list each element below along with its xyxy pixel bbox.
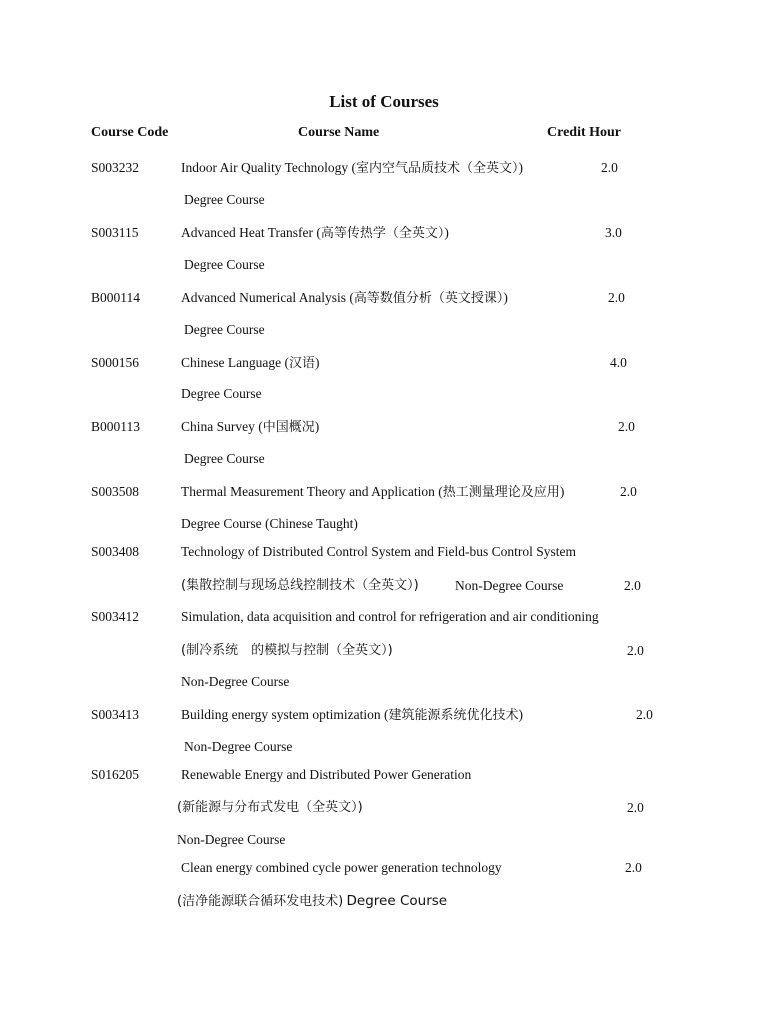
course-name-en: Advanced Heat Transfer (: [181, 225, 321, 240]
course-name: [181, 418, 319, 437]
course-name-en: Advanced Numerical Analysis (: [181, 290, 354, 305]
credit-hour: 2.0: [601, 160, 618, 175]
credit-hour: 2.0: [618, 419, 635, 434]
course-type: Degree Course: [184, 257, 265, 272]
course-name-end: ): [518, 707, 523, 722]
course-name-cn: 高等传热学（全英文）: [320, 226, 445, 241]
credit-hour: 3.0: [605, 225, 622, 240]
course-name-cn: 汉语: [288, 356, 315, 371]
course-type: Degree Course: [181, 386, 262, 401]
course-code: S000156: [91, 355, 140, 370]
course-name: [181, 159, 523, 178]
course-code: S003232: [91, 160, 140, 175]
course-name-end: ): [503, 290, 508, 305]
course-name-end: ): [314, 419, 320, 434]
credit-hour: 4.0: [610, 355, 627, 370]
course-name-cn: 热工测量理论及应用: [442, 485, 560, 500]
course-name-row: [177, 892, 447, 911]
credit-hour: 2.0: [620, 484, 637, 499]
credit-hour: 2.0: [627, 643, 644, 658]
course-code: B000114: [91, 290, 141, 305]
credit-hour: 2.0: [624, 578, 641, 593]
course-name-en: Building energy system optimization (: [181, 707, 389, 722]
course-name-cn: (新能源与分布式发电（全英文）): [177, 800, 363, 815]
credit-hour: 2.0: [627, 800, 644, 815]
course-name-en: Renewable Energy and Distributed Power Generation: [181, 767, 472, 782]
credit-hour: 2.0: [608, 290, 625, 305]
course-type: Degree Course: [184, 451, 265, 466]
course-name: [181, 483, 564, 502]
course-code: S016205: [91, 767, 140, 782]
course-name-en: China Survey (: [181, 419, 263, 434]
course-name-end: ): [314, 355, 320, 370]
course-name-cn: 建筑能源系统优化技术: [388, 708, 519, 723]
course-name: [181, 289, 508, 308]
course-type: Non-Degree Course: [184, 739, 293, 754]
course-name-end: ): [518, 160, 524, 175]
course-type: Degree Course: [184, 322, 265, 337]
credit-hour: 2.0: [636, 707, 653, 722]
course-name-en: Thermal Measurement Theory and Application (: [181, 484, 443, 499]
course-type: Non-Degree Course: [177, 832, 286, 847]
course-name-cn: (洁净能源联合循环发电技术): [177, 894, 344, 909]
course-name-en: Clean energy combined cycle power generation technology: [181, 860, 502, 875]
course-name: [181, 354, 319, 373]
course-name-en: Indoor Air Quality Technology (: [181, 160, 357, 175]
course-name-cn: 中国概况: [262, 420, 315, 435]
course-type: Non-Degree Course: [455, 578, 564, 593]
header-course-name: Course Name: [298, 125, 380, 140]
course-type: Degree Course: [184, 192, 265, 207]
course-type: Non-Degree Course: [181, 674, 290, 689]
course-name-cn: 高等数值分析（英文授课）: [353, 291, 504, 306]
course-name-en: Simulation, data acquisition and control for refrigeration and air conditioning: [181, 609, 599, 624]
course-code: S003413: [91, 707, 140, 722]
course-code: S003115: [91, 225, 139, 240]
header-credit-hour: Credit Hour: [547, 125, 622, 140]
page-title: List of Courses: [329, 92, 439, 111]
course-name-cn: 室内空气品质技术（全英文）: [356, 161, 519, 176]
course-name: [181, 224, 449, 243]
course-code: B000113: [91, 419, 141, 434]
course-name-end: ): [559, 484, 565, 499]
course-name: [181, 706, 523, 725]
credit-hour: 2.0: [625, 860, 642, 875]
course-name-cn: (制冷系统 的模拟与控制（全英文）): [181, 643, 393, 658]
course-type: Degree Course: [346, 893, 448, 909]
course-code: S003408: [91, 544, 140, 559]
course-name-en: Chinese Language (: [181, 355, 289, 370]
course-type: Degree Course (Chinese Taught): [181, 516, 358, 531]
course-code: S003412: [91, 609, 140, 624]
course-code: S003508: [91, 484, 140, 499]
course-name-cn: (集散控制与现场总线控制技术（全英文）): [181, 578, 419, 593]
course-name-end: ): [444, 225, 449, 240]
course-name-en: Technology of Distributed Control System and Field-bus Control System: [181, 544, 577, 559]
header-course-code: Course Code: [91, 125, 169, 140]
